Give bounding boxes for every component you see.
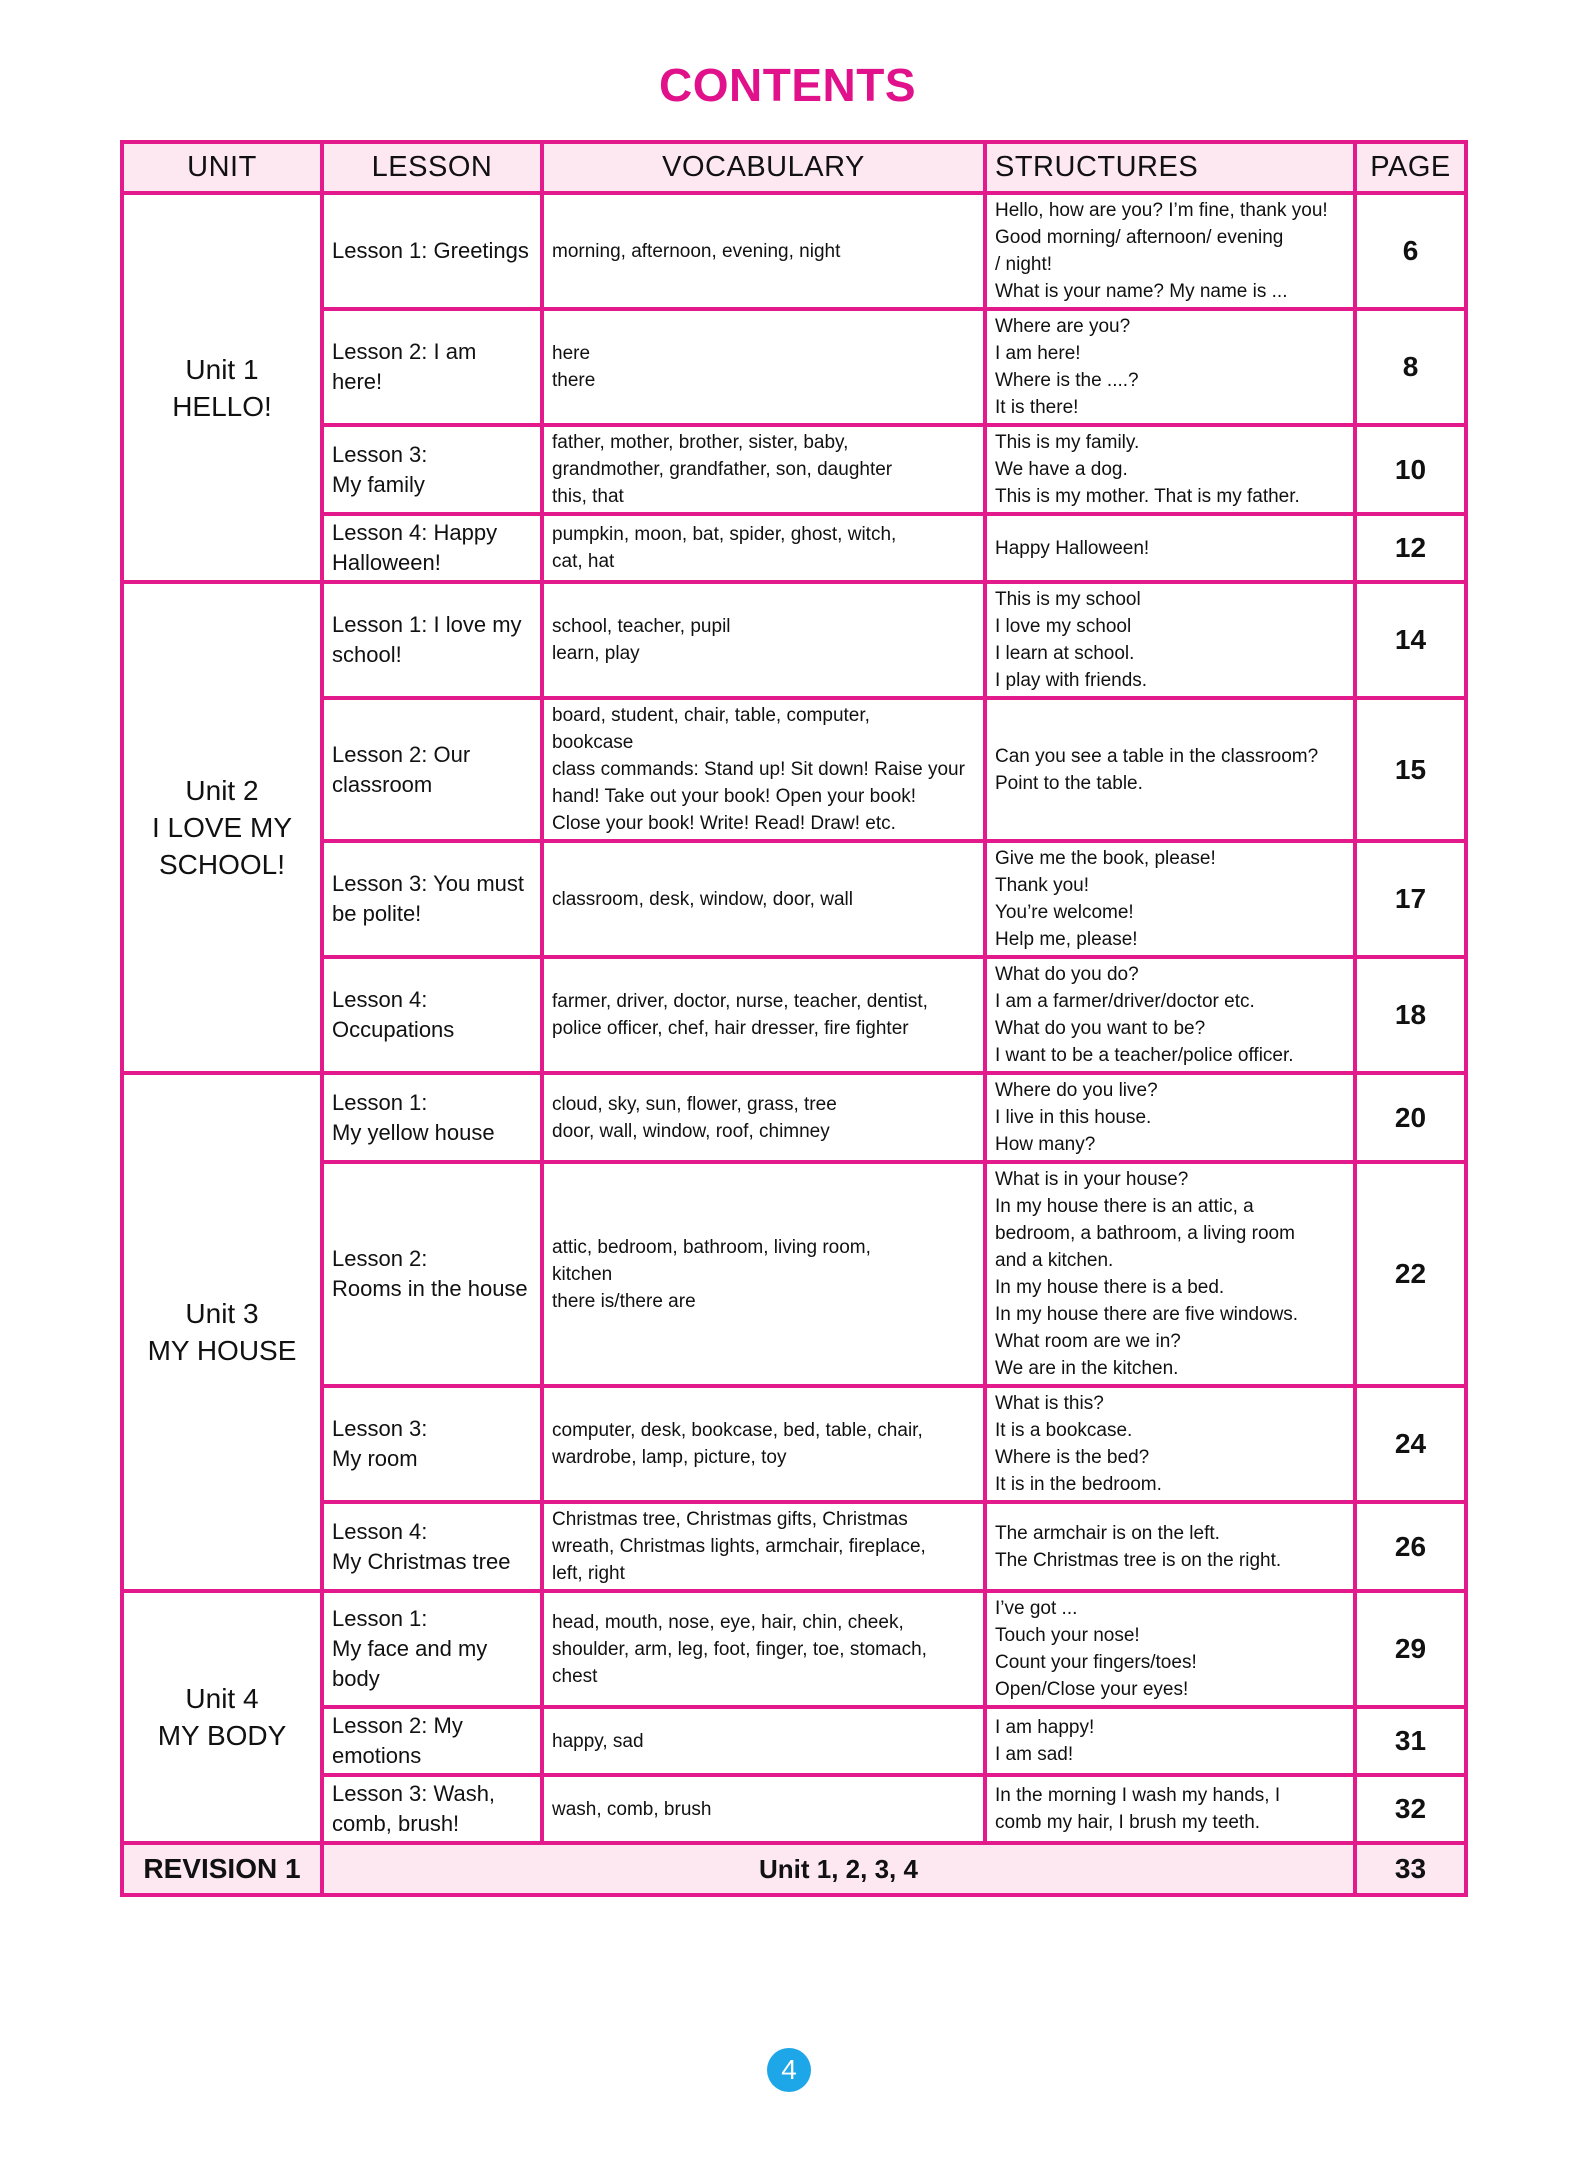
text-line: school! xyxy=(332,642,402,667)
text-line: Help me, please! xyxy=(995,929,1138,950)
vocabulary-cell xyxy=(542,1591,985,1707)
table-row xyxy=(122,1775,1466,1843)
text-line: Occupations xyxy=(332,1017,455,1042)
text-line: board, student, chair, table, computer, xyxy=(552,705,870,726)
page-title: CONTENTS xyxy=(659,59,916,111)
text-line: What is this? xyxy=(995,1393,1104,1414)
header-structures: STRUCTURES xyxy=(985,142,1355,193)
text-line: here! xyxy=(332,369,383,394)
text-line: classroom, desk, window, door, wall xyxy=(552,888,853,910)
text-line: I’ve got ... xyxy=(995,1598,1078,1619)
page-cell: 14 xyxy=(1355,582,1466,698)
text-line: wash, comb, brush xyxy=(552,1798,712,1820)
page-cell: 20 xyxy=(1355,1073,1466,1162)
lesson-cell xyxy=(322,309,542,425)
text-line: What room are we in? xyxy=(995,1331,1181,1352)
text-line: happy, sad xyxy=(552,1730,644,1752)
lesson-cell xyxy=(322,514,542,582)
text-line: My Christmas tree xyxy=(332,1548,511,1574)
text-line: In my house there is a bed. xyxy=(995,1277,1225,1298)
text-line: wreath, Christmas lights, armchair, fireplace, xyxy=(552,1536,926,1557)
text-line: father, mother, brother, sister, baby, xyxy=(552,432,849,453)
text-line: Thank you! xyxy=(995,875,1089,896)
contents-body xyxy=(122,193,1466,1895)
text-line: What is in your house? xyxy=(995,1169,1189,1190)
text-line: / night! xyxy=(995,254,1053,275)
lesson-cell xyxy=(322,1073,542,1162)
vocabulary-cell xyxy=(542,309,985,425)
structures-cell xyxy=(985,193,1355,309)
lesson-cell xyxy=(322,1775,542,1843)
table-row xyxy=(122,1386,1466,1502)
text-line: This is my mother. That is my father. xyxy=(995,486,1300,507)
page-cell: 32 xyxy=(1355,1775,1466,1843)
structures-cell xyxy=(985,957,1355,1073)
text-line: Unit 1 xyxy=(185,353,259,385)
table-row xyxy=(122,957,1466,1073)
text-line: Unit 3 xyxy=(185,1298,259,1329)
text-line: Lesson 2: My xyxy=(332,1713,463,1738)
text-line: Lesson 2: xyxy=(332,1246,428,1271)
text-line: This is my school xyxy=(995,589,1141,610)
lesson-cell xyxy=(322,582,542,698)
vocabulary-cell xyxy=(542,1502,985,1591)
page-cell: 24 xyxy=(1355,1386,1466,1502)
text-line: learn, play xyxy=(552,643,640,664)
text-line: We are in the kitchen. xyxy=(995,1358,1179,1379)
page-cell: 12 xyxy=(1355,514,1466,582)
unit-cell xyxy=(122,1073,322,1591)
table-row xyxy=(122,1162,1466,1386)
text-line: I want to be a teacher/police officer. xyxy=(995,1045,1294,1066)
structures-cell xyxy=(985,582,1355,698)
text-line: It is there! xyxy=(995,397,1079,418)
vocabulary-cell xyxy=(542,1386,985,1502)
table-row xyxy=(122,193,1466,309)
text-line: Where is the ....? xyxy=(995,370,1139,391)
text-line: class commands: Stand up! Sit down! Raise your xyxy=(552,759,965,780)
text-line: Unit 4 xyxy=(185,1683,259,1714)
vocabulary-cell xyxy=(542,1162,985,1386)
vocabulary-cell xyxy=(542,1775,985,1843)
text-line: there xyxy=(552,370,596,391)
page-cell: 15 xyxy=(1355,698,1466,841)
text-line: Lesson 1: xyxy=(332,1606,428,1631)
table-row xyxy=(122,698,1466,841)
lesson-cell xyxy=(322,957,542,1073)
structures-cell xyxy=(985,841,1355,957)
text-line: What is your name? My name is ... xyxy=(995,281,1288,302)
structures-cell xyxy=(985,1775,1355,1843)
text-line: pumpkin, moon, bat, spider, ghost, witch, xyxy=(552,524,897,545)
text-line: school, teacher, pupil xyxy=(552,616,731,637)
text-line: Lesson 3: You must xyxy=(332,871,525,896)
text-line: I play with friends. xyxy=(995,670,1148,691)
structures-cell xyxy=(985,1591,1355,1707)
table-row xyxy=(122,1073,1466,1162)
table-row xyxy=(122,1591,1466,1707)
unit-cell xyxy=(122,1591,322,1843)
text-line: Lesson 2: I am xyxy=(332,339,477,364)
structures-cell xyxy=(985,698,1355,841)
text-line: Unit 2 xyxy=(185,775,259,806)
text-line: My room xyxy=(332,1446,418,1471)
text-line: shoulder, arm, leg, foot, finger, toe, stomach, xyxy=(552,1638,927,1660)
text-line: farmer, driver, doctor, nurse, teacher, dentist, xyxy=(552,991,928,1012)
text-line: attic, bedroom, bathroom, living room, xyxy=(552,1236,871,1258)
lesson-cell xyxy=(322,193,542,309)
page-cell: 6 xyxy=(1355,193,1466,309)
text-line: here xyxy=(552,343,591,364)
text-line: Good morning/ afternoon/ evening xyxy=(995,227,1284,248)
text-line: Where are you? xyxy=(995,316,1131,337)
unit-cell xyxy=(122,582,322,1073)
text-line: My family xyxy=(332,471,425,497)
text-line: Lesson 4: Happy xyxy=(332,520,498,545)
text-line: door, wall, window, roof, chimney xyxy=(552,1120,830,1142)
text-line: chest xyxy=(552,1665,598,1687)
text-line: Lesson 4: xyxy=(332,987,428,1012)
text-line: cloud, sky, sun, flower, grass, tree xyxy=(552,1093,837,1115)
lesson-cell xyxy=(322,425,542,514)
text-line: Where do you live? xyxy=(995,1080,1158,1101)
text-line: and a kitchen. xyxy=(995,1250,1114,1271)
vocabulary-cell xyxy=(542,957,985,1073)
text-line: In my house there are five windows. xyxy=(995,1304,1299,1325)
text-line: bedroom, a bathroom, a living room xyxy=(995,1223,1295,1244)
structures-cell xyxy=(985,1073,1355,1162)
text-line: Lesson 4: xyxy=(332,1518,428,1544)
vocabulary-cell xyxy=(542,698,985,841)
text-line: I LOVE MY xyxy=(151,812,293,843)
text-line: body xyxy=(332,1666,380,1691)
text-line: I learn at school. xyxy=(995,643,1135,664)
vocabulary-cell xyxy=(542,425,985,514)
lesson-cell xyxy=(322,1386,542,1502)
header-page: PAGE xyxy=(1355,142,1466,193)
text-line: Close your book! Write! Read! Draw! etc. xyxy=(552,813,896,834)
vocabulary-cell xyxy=(542,1707,985,1775)
text-line: kitchen xyxy=(552,1263,613,1285)
lesson-cell xyxy=(322,1707,542,1775)
text-line: Hello, how are you? I’m fine, thank you! xyxy=(995,200,1328,221)
revision-label: REVISION 1 xyxy=(122,1843,322,1895)
text-line: Happy Halloween! xyxy=(995,537,1150,559)
text-line: Lesson 3: Wash, xyxy=(332,1781,496,1806)
text-line: What do you want to be? xyxy=(995,1018,1206,1039)
table-row xyxy=(122,425,1466,514)
lesson-cell xyxy=(322,841,542,957)
vocabulary-cell xyxy=(542,582,985,698)
text-line: How many? xyxy=(995,1134,1096,1155)
header-unit: UNIT xyxy=(122,142,322,193)
table-row xyxy=(122,514,1466,582)
text-line: You’re welcome! xyxy=(995,902,1134,923)
revision-page: 33 xyxy=(1355,1843,1466,1895)
structures-cell xyxy=(985,309,1355,425)
text-line: MY BODY xyxy=(157,1720,287,1751)
page-cell: 10 xyxy=(1355,425,1466,514)
text-line: bookcase xyxy=(552,732,634,753)
text-line: left, right xyxy=(552,1563,625,1584)
text-line: HELLO! xyxy=(172,390,272,422)
lesson-cell xyxy=(322,1591,542,1707)
text-line: hand! Take out your book! Open your book! xyxy=(552,786,917,807)
text-line: Open/Close your eyes! xyxy=(995,1679,1189,1700)
page-cell: 17 xyxy=(1355,841,1466,957)
structures-cell xyxy=(985,425,1355,514)
table-row xyxy=(122,1707,1466,1775)
text-line: Touch your nose! xyxy=(995,1625,1140,1646)
structures-cell xyxy=(985,1707,1355,1775)
page-cell: 29 xyxy=(1355,1591,1466,1707)
text-line: cat, hat xyxy=(552,551,615,572)
text-line: I am sad! xyxy=(995,1744,1074,1765)
page-cell: 22 xyxy=(1355,1162,1466,1386)
page-cell: 8 xyxy=(1355,309,1466,425)
structures-cell xyxy=(985,1162,1355,1386)
text-line: Christmas tree, Christmas gifts, Christmas xyxy=(552,1509,908,1530)
page-cell: 31 xyxy=(1355,1707,1466,1775)
header-lesson: LESSON xyxy=(322,142,542,193)
text-line: Lesson 3: xyxy=(332,441,428,467)
structures-cell xyxy=(985,1386,1355,1502)
text-line: Point to the table. xyxy=(995,772,1143,794)
text-line: this, that xyxy=(552,486,624,507)
text-line: computer, desk, bookcase, bed, table, chair, xyxy=(552,1420,923,1441)
text-line: Lesson 2: Our xyxy=(332,741,471,767)
text-line: classroom xyxy=(332,771,433,797)
lesson-cell xyxy=(322,1162,542,1386)
text-line: MY HOUSE xyxy=(147,1335,297,1366)
text-line: The armchair is on the left. xyxy=(995,1522,1220,1544)
text-line: head, mouth, nose, eye, hair, chin, cheek, xyxy=(552,1611,904,1633)
text-line: We have a dog. xyxy=(995,459,1128,480)
text-line: Where is the bed? xyxy=(995,1447,1150,1468)
text-line: It is a bookcase. xyxy=(995,1420,1133,1441)
text-line: grandmother, grandfather, son, daughter xyxy=(552,459,893,480)
table-row xyxy=(122,841,1466,957)
text-line: Give me the book, please! xyxy=(995,848,1216,869)
page-cell: 26 xyxy=(1355,1502,1466,1591)
unit-cell xyxy=(122,193,322,582)
text-line: In the morning I wash my hands, I xyxy=(995,1785,1281,1806)
text-line: Lesson 1: xyxy=(332,1089,428,1115)
vocabulary-cell xyxy=(542,514,985,582)
text-line: Lesson 3: xyxy=(332,1416,428,1441)
text-line: wardrobe, lamp, picture, toy xyxy=(552,1447,787,1468)
text-line: My yellow house xyxy=(332,1119,495,1145)
text-line: The Christmas tree is on the right. xyxy=(995,1549,1282,1571)
text-line: Lesson 1: I love my xyxy=(332,612,522,637)
text-line: I am a farmer/driver/doctor etc. xyxy=(995,991,1255,1012)
revision-row xyxy=(122,1843,1466,1895)
text-line: Halloween! xyxy=(332,550,441,575)
text-line: emotions xyxy=(332,1743,422,1768)
header-row xyxy=(122,142,1466,193)
text-line: My face and my xyxy=(332,1636,488,1661)
text-line: I am here! xyxy=(995,343,1081,364)
text-line: Rooms in the house xyxy=(332,1276,528,1301)
text-line: I live in this house. xyxy=(995,1107,1152,1128)
revision-units: Unit 1, 2, 3, 4 xyxy=(322,1843,1355,1895)
page-cell: 18 xyxy=(1355,957,1466,1073)
page-number-badge: 4 xyxy=(767,2048,811,2092)
table-row xyxy=(122,582,1466,698)
text-line: comb, brush! xyxy=(332,1811,460,1836)
header-vocabulary: VOCABULARY xyxy=(542,142,985,193)
vocabulary-cell xyxy=(542,1073,985,1162)
text-line: What do you do? xyxy=(995,964,1139,985)
text-line: I love my school xyxy=(995,616,1132,637)
text-line: Can you see a table in the classroom? xyxy=(995,745,1319,767)
text-line: I am happy! xyxy=(995,1717,1095,1738)
text-line: police officer, chef, hair dresser, fire fighter xyxy=(552,1018,909,1039)
lesson-cell xyxy=(322,1502,542,1591)
table-row xyxy=(122,1502,1466,1591)
text-line: SCHOOL! xyxy=(158,849,286,880)
table-row xyxy=(122,309,1466,425)
text-line: comb my hair, I brush my teeth. xyxy=(995,1812,1261,1833)
text-line: Lesson 1: Greetings xyxy=(332,238,529,263)
vocabulary-cell xyxy=(542,193,985,309)
lesson-cell xyxy=(322,698,542,841)
text-line: morning, afternoon, evening, night xyxy=(552,240,841,262)
text-line: It is in the bedroom. xyxy=(995,1474,1162,1495)
text-line: In my house there is an attic, a xyxy=(995,1196,1254,1217)
vocabulary-cell xyxy=(542,841,985,957)
text-line: Count your fingers/toes! xyxy=(995,1652,1197,1673)
text-line: be polite! xyxy=(332,901,422,926)
structures-cell xyxy=(985,514,1355,582)
structures-cell xyxy=(985,1502,1355,1591)
text-line: This is my family. xyxy=(995,432,1140,453)
contents-table xyxy=(120,140,1468,1897)
text-line: there is/there are xyxy=(552,1290,696,1312)
